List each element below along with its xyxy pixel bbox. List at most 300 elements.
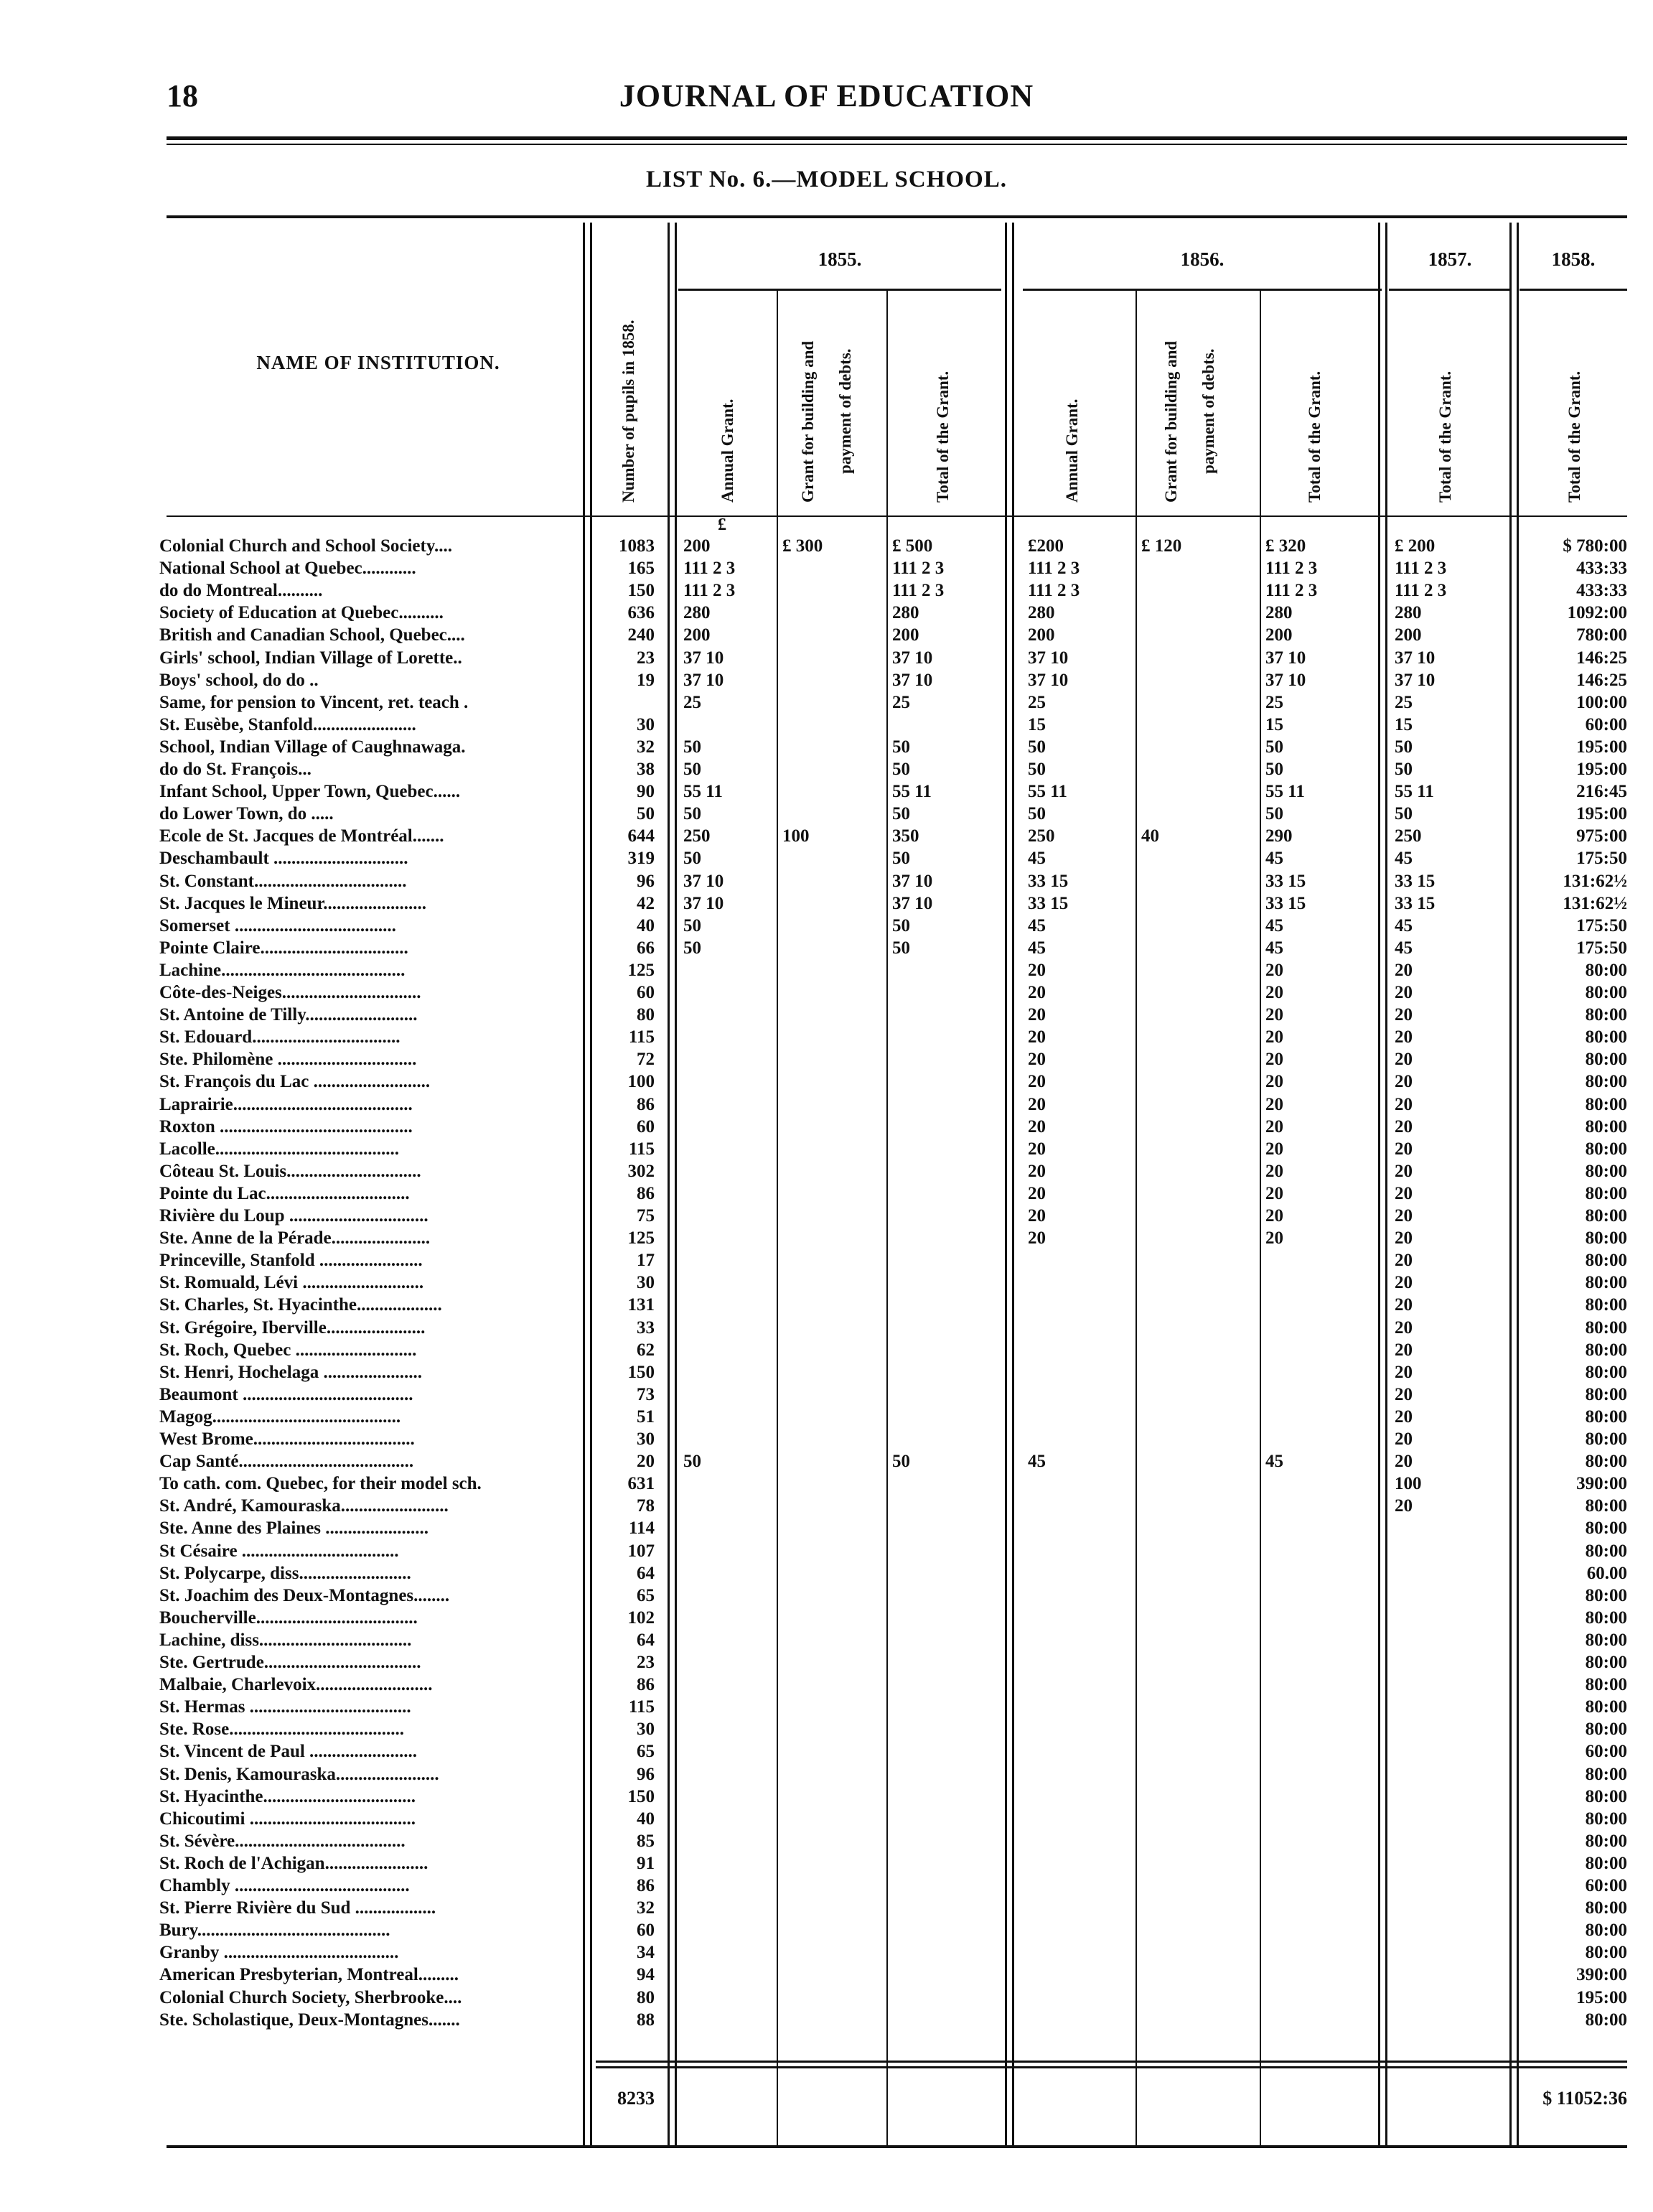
subheader-rule-1857 [1389, 289, 1511, 291]
cell-a56: £200 [1028, 536, 1064, 556]
cell-t58: 80:00 [1585, 1116, 1627, 1137]
cell-name: Ste. Rose....................................... [159, 1719, 404, 1740]
cell-t58: 80:00 [1585, 1295, 1627, 1315]
cell-t57: 20 [1395, 1317, 1413, 1338]
table-row [0, 669, 1653, 691]
cell-name: British and Canadian School, Quebec.... [159, 625, 465, 645]
column-header-total-1858: Total of the Grant. [1565, 370, 1583, 503]
cell-pupils: 72 [637, 1050, 655, 1070]
cell-t57: 37 10 [1395, 648, 1436, 668]
cell-name: American Presbyterian, Montreal......... [159, 1965, 459, 1985]
table-row [0, 1339, 1653, 1361]
cell-pupils: 302 [627, 1161, 655, 1181]
cell-name: St. Constant.................................. [159, 871, 407, 891]
cell-name: St. Vincent de Paul ........................ [159, 1742, 418, 1762]
cell-a56: 20 [1028, 1116, 1046, 1137]
table-row [0, 1249, 1653, 1271]
cell-pupils: 62 [637, 1340, 655, 1360]
cell-a56: 200 [1028, 625, 1055, 645]
cell-a55: 111 2 3 [683, 559, 736, 579]
cell-t55: 37 10 [892, 648, 933, 668]
cell-a56: 55 11 [1028, 782, 1067, 802]
cell-a56: 111 2 3 [1028, 559, 1080, 579]
cell-a56: 20 [1028, 1228, 1046, 1249]
cell-t57: 50 [1395, 804, 1413, 824]
cell-t58: 80:00 [1585, 1228, 1627, 1249]
cell-t56: 20 [1265, 1072, 1283, 1092]
cell-t57: 20 [1395, 1050, 1413, 1070]
cell-name: Ste. Anne des Plaines ....................... [159, 1518, 429, 1539]
cell-name: Princeville, Stanfold ....................... [159, 1251, 423, 1271]
cell-pupils: 91 [637, 1853, 655, 1873]
cell-name: Laprairie........................................ [159, 1094, 413, 1114]
cell-pupils: 90 [637, 782, 655, 802]
cell-name: Boucherville.................................... [159, 1607, 418, 1628]
cell-name: Somerset .................................... [159, 915, 396, 935]
cell-t58: 131:62½ [1563, 871, 1627, 891]
table-row [0, 1138, 1653, 1160]
cell-t58: 80:00 [1585, 1697, 1627, 1717]
cell-a56: 45 [1028, 915, 1046, 935]
cell-name: do Lower Town, do ..... [159, 804, 334, 824]
table-row [0, 1763, 1653, 1786]
cell-name: St. Roch de l'Achigan....................... [159, 1853, 429, 1873]
cell-pupils: 150 [627, 1362, 655, 1382]
table-row [0, 1450, 1653, 1473]
cell-t58: 80:00 [1585, 1921, 1627, 1941]
cell-pupils: 1083 [619, 536, 655, 556]
cell-a56: 20 [1028, 983, 1046, 1002]
table-row [0, 825, 1653, 847]
cell-name: Beaumont ...................................... [159, 1384, 413, 1404]
table-row [0, 1116, 1653, 1138]
table-row [0, 1987, 1653, 2009]
cell-name: St. Jacques le Mineur....................... [159, 893, 426, 913]
table-row [0, 1852, 1653, 1875]
cell-name: do do St. François... [159, 760, 312, 779]
cell-t58: 80:00 [1585, 1005, 1627, 1025]
cell-name: Boys' school, do do .. [159, 670, 319, 690]
cell-t58: 216:45 [1576, 782, 1627, 802]
cell-t58: 80:00 [1585, 1518, 1627, 1539]
cell-pupils: 319 [627, 849, 655, 869]
year-header-1857: 1857. [1428, 248, 1472, 270]
cell-t57: 45 [1395, 849, 1413, 869]
cell-t55: 37 10 [892, 893, 933, 913]
cell-t56: 290 [1265, 826, 1293, 846]
cell-name: West Brome.................................... [159, 1429, 415, 1449]
table-row [0, 1585, 1653, 1607]
cell-pupils: 17 [637, 1251, 655, 1271]
cell-name: Girls' school, Indian Village of Lorette.. [159, 648, 462, 668]
cell-pupils: 60 [637, 1116, 655, 1137]
cell-t58: 195:00 [1576, 760, 1627, 779]
cell-a56: 20 [1028, 1072, 1046, 1092]
cell-name: Same, for pension to Vincent, ret. teach . [159, 692, 469, 712]
cell-t57: 20 [1395, 1094, 1413, 1114]
cell-a55: 50 [683, 804, 701, 824]
cell-pupils: 40 [637, 1809, 655, 1829]
cell-t58: 80:00 [1585, 960, 1627, 980]
cell-name: Chambly ....................................... [159, 1876, 410, 1895]
cell-t56: 45 [1265, 938, 1283, 958]
cell-pupils: 75 [637, 1206, 655, 1226]
cell-pupils: 73 [637, 1384, 655, 1404]
cell-name: Lachine......................................... [159, 960, 406, 980]
cell-t58: 80:00 [1585, 1585, 1627, 1605]
table-row [0, 758, 1653, 780]
cell-b55: £ 300 [782, 536, 823, 556]
cell-name: St. Antoine de Tilly......................... [159, 1005, 418, 1025]
cell-t57: 20 [1395, 1362, 1413, 1382]
table-row [0, 1227, 1653, 1249]
cell-t55: 25 [892, 692, 910, 712]
cell-t57: 33 15 [1395, 893, 1436, 913]
cell-t56: 20 [1265, 1139, 1283, 1159]
cell-t56: 50 [1265, 804, 1283, 824]
table-row [0, 1361, 1653, 1383]
cell-t56: 20 [1265, 983, 1283, 1002]
cell-t57: 20 [1395, 1340, 1413, 1360]
cell-t57: 20 [1395, 1429, 1413, 1449]
cell-a56: 280 [1028, 603, 1055, 623]
cell-name: do do Montreal.......... [159, 581, 323, 601]
cell-t57: 20 [1395, 1183, 1413, 1203]
cell-t57: 50 [1395, 760, 1413, 779]
cell-t58: 80:00 [1585, 1496, 1627, 1516]
cell-t57: 100 [1395, 1474, 1422, 1494]
table-row [0, 1383, 1653, 1406]
cell-t58: 80:00 [1585, 1206, 1627, 1226]
cell-a55: 50 [683, 1452, 701, 1472]
cell-t55: 37 10 [892, 670, 933, 690]
cell-a55: 50 [683, 849, 701, 869]
cell-name: St. Henri, Hochelaga ...................... [159, 1362, 422, 1382]
cell-t57: 50 [1395, 737, 1413, 757]
cell-name: St. Romuald, Lévi ........................... [159, 1273, 424, 1293]
cell-t58: 80:00 [1585, 1607, 1627, 1628]
cell-name: Chicoutimi ..................................... [159, 1809, 416, 1829]
cell-t58: 80:00 [1585, 1406, 1627, 1427]
cell-t56: 33 15 [1265, 893, 1306, 913]
cell-t56: 111 2 3 [1265, 581, 1318, 601]
table-row [0, 1651, 1653, 1674]
cell-t56: 25 [1265, 692, 1283, 712]
cell-name: St. Hyacinthe.................................. [159, 1786, 416, 1806]
column-header-total-1855: Total of the Grant. [934, 370, 952, 503]
column-header-building-1855-l1: Grant for building and [799, 340, 817, 503]
cell-t58: 80:00 [1585, 1675, 1627, 1695]
cell-name: Magog.......................................... [159, 1406, 401, 1427]
cell-t58: 175:50 [1576, 938, 1627, 958]
cell-t57: 20 [1395, 1496, 1413, 1516]
cell-t55: 200 [892, 625, 919, 645]
table-row [0, 1718, 1653, 1740]
table-row [0, 915, 1653, 937]
cell-t56: 20 [1265, 1005, 1283, 1025]
cell-t58: 1092:00 [1567, 603, 1627, 623]
cell-name: St. Joachim des Deux-Montagnes........ [159, 1585, 450, 1605]
subheader-rule-1856 [1023, 289, 1382, 291]
column-header-building-1855-l2: payment of debts. [836, 348, 854, 474]
cell-pupils: 96 [637, 1764, 655, 1784]
table-row [0, 1897, 1653, 1919]
table-top-rule [167, 215, 1627, 218]
cell-name: St. Eusèbe, Stanfold....................... [159, 714, 416, 734]
cell-t56: 45 [1265, 1452, 1283, 1472]
cell-t57: 20 [1395, 1161, 1413, 1181]
cell-pupils: 96 [637, 871, 655, 891]
table-row [0, 803, 1653, 825]
cell-t58: 80:00 [1585, 1139, 1627, 1159]
cell-t56: 33 15 [1265, 871, 1306, 891]
cell-pupils: 107 [627, 1541, 655, 1561]
cell-b56: 40 [1141, 826, 1159, 846]
cell-a56: 20 [1028, 960, 1046, 980]
cell-t55: 111 2 3 [892, 581, 945, 601]
cell-t55: 50 [892, 938, 910, 958]
cell-pupils: 60 [637, 983, 655, 1002]
cell-pupils: 88 [637, 2010, 655, 2030]
cell-t57: 45 [1395, 938, 1413, 958]
cell-t55: 55 11 [892, 782, 932, 802]
cell-t55: 50 [892, 915, 910, 935]
cell-t56: 20 [1265, 1228, 1283, 1249]
table-row [0, 602, 1653, 624]
table-row [0, 1808, 1653, 1830]
cell-t57: 25 [1395, 692, 1413, 712]
cell-t56: 20 [1265, 1116, 1283, 1137]
cell-pupils: 66 [637, 938, 655, 958]
table-row [0, 1517, 1653, 1539]
table-row [0, 535, 1653, 557]
cell-t57: 20 [1395, 1116, 1413, 1137]
cell-t58: 60:00 [1585, 714, 1627, 734]
column-header-total-1856: Total of the Grant. [1306, 370, 1324, 503]
table-row [0, 1607, 1653, 1629]
cell-name: St. Roch, Quebec ........................... [159, 1340, 417, 1360]
cell-pupils: 19 [637, 670, 655, 690]
cell-t58: 780:00 [1576, 625, 1627, 645]
year-header-1856: 1856. [1180, 248, 1224, 270]
total-grant-1858: $ 11052:36 [1542, 2088, 1627, 2109]
cell-pupils: 30 [637, 1719, 655, 1740]
cell-t58: 80:00 [1585, 1429, 1627, 1449]
cell-pupils: 20 [637, 1452, 655, 1472]
cell-t57: 111 2 3 [1395, 559, 1447, 579]
cell-a55: 250 [683, 826, 711, 846]
cell-t57: 250 [1395, 826, 1422, 846]
cell-a56: 33 15 [1028, 871, 1069, 891]
table-row [0, 1875, 1653, 1897]
table-row [0, 1562, 1653, 1585]
cell-t57: 20 [1395, 1228, 1413, 1249]
cell-pupils: 78 [637, 1496, 655, 1516]
column-header-pupils: Number of pupils in 1858. [619, 319, 637, 503]
cell-pupils: 38 [637, 760, 655, 779]
cell-a55: 37 10 [683, 871, 724, 891]
table-row [0, 1941, 1653, 1964]
cell-name: Lachine, diss.................................. [159, 1630, 412, 1650]
totals-rule-1 [596, 2061, 1627, 2063]
cell-t57: 33 15 [1395, 871, 1436, 891]
cell-t58: 80:00 [1585, 1161, 1627, 1181]
cell-pupils: 115 [628, 1139, 655, 1159]
table-row [0, 1406, 1653, 1428]
cell-t58: 195:00 [1576, 804, 1627, 824]
cell-t58: 80:00 [1585, 1340, 1627, 1360]
cell-name: St. François du Lac .......................... [159, 1072, 431, 1092]
cell-t57: 200 [1395, 625, 1422, 645]
cell-pupils: 644 [627, 826, 655, 846]
cell-t58: 80:00 [1585, 1653, 1627, 1672]
table-row [0, 780, 1653, 803]
table-row [0, 1473, 1653, 1495]
cell-a56: 20 [1028, 1161, 1046, 1181]
table-row [0, 1026, 1653, 1048]
cell-t56: 20 [1265, 1094, 1283, 1114]
cell-a55: 50 [683, 938, 701, 958]
cell-name: St Césaire ................................... [159, 1541, 399, 1561]
cell-pupils: 100 [627, 1072, 655, 1092]
cell-name: Granby ....................................... [159, 1943, 399, 1963]
cell-a56: 250 [1028, 826, 1055, 846]
column-header-annual-1856: Annual Grant. [1063, 398, 1081, 503]
cell-t56: 20 [1265, 1161, 1283, 1181]
cell-a56: 20 [1028, 1206, 1046, 1226]
cell-t56: 55 11 [1265, 782, 1305, 802]
total-pupils: 8233 [617, 2088, 655, 2109]
cell-a56: 50 [1028, 804, 1046, 824]
cell-a55: 50 [683, 760, 701, 779]
cell-a55: 200 [683, 625, 711, 645]
cell-a55: 37 10 [683, 670, 724, 690]
cell-pupils: 86 [637, 1183, 655, 1203]
subheader-rule-1858 [1519, 289, 1627, 291]
cell-t55: 50 [892, 1452, 910, 1472]
cell-name: Pointe Claire................................. [159, 938, 408, 958]
table-row [0, 1004, 1653, 1026]
cell-a55: 50 [683, 737, 701, 757]
cell-name: Colonial Church and School Society.... [159, 536, 452, 556]
cell-name: Rivière du Loup ............................... [159, 1206, 429, 1226]
column-header-annual-1855: Annual Grant. [718, 398, 736, 503]
cell-pupils: 86 [637, 1094, 655, 1114]
cell-name: Ste. Philomène ............................... [159, 1050, 417, 1070]
table-row [0, 1182, 1653, 1205]
cell-pupils: 32 [637, 1898, 655, 1918]
cell-t57: 20 [1395, 1206, 1413, 1226]
table-row [0, 1495, 1653, 1517]
cell-t58: 80:00 [1585, 1452, 1627, 1472]
cell-name: Pointe du Lac................................ [159, 1183, 410, 1203]
cell-t58: 80:00 [1585, 1362, 1627, 1382]
cell-name: St. Edouard................................. [159, 1027, 401, 1047]
cell-t58: 195:00 [1576, 737, 1627, 757]
cell-t58: 80:00 [1585, 1809, 1627, 1829]
cell-name: Society of Education at Quebec.......... [159, 603, 444, 623]
table-row [0, 1205, 1653, 1227]
cell-name: Lacolle......................................... [159, 1139, 400, 1159]
cell-pupils: 150 [627, 581, 655, 601]
cell-pupils: 65 [637, 1742, 655, 1762]
cell-t57: 20 [1395, 1273, 1413, 1293]
cell-t58: 60.00 [1586, 1563, 1627, 1583]
cell-name: Côte-des-Neiges............................... [159, 983, 421, 1002]
cell-a56: 50 [1028, 737, 1046, 757]
table-row [0, 981, 1653, 1004]
table-row [0, 691, 1653, 714]
table-row [0, 847, 1653, 869]
cell-pupils: 30 [637, 714, 655, 734]
cell-b56: £ 120 [1141, 536, 1182, 556]
cell-name: Bury........................................... [159, 1921, 390, 1941]
cell-a56: 15 [1028, 714, 1046, 734]
cell-t58: 80:00 [1585, 1853, 1627, 1873]
cell-t58: 195:00 [1576, 1987, 1627, 2007]
table-row [0, 557, 1653, 579]
cell-t57: 20 [1395, 1027, 1413, 1047]
table-row [0, 1070, 1653, 1093]
year-header-1855: 1855. [818, 248, 862, 270]
cell-t56: 200 [1265, 625, 1293, 645]
cell-t56: 37 10 [1265, 670, 1306, 690]
cell-t58: 80:00 [1585, 1251, 1627, 1271]
cell-pupils: 86 [637, 1876, 655, 1895]
cell-pupils: 30 [637, 1429, 655, 1449]
table-row [0, 1696, 1653, 1718]
cell-t56: 20 [1265, 1183, 1283, 1203]
cell-t56: 50 [1265, 737, 1283, 757]
cell-pupils: 94 [637, 1965, 655, 1985]
cell-t58: 175:50 [1576, 915, 1627, 935]
table-row [0, 1964, 1653, 1986]
cell-name: School, Indian Village of Caughnawaga. [159, 737, 466, 757]
journal-title: JOURNAL OF EDUCATION [619, 78, 1034, 113]
cell-name: Colonial Church Society, Sherbrooke.... [159, 1987, 462, 2007]
cell-name: To cath. com. Quebec, for their model sch. [159, 1474, 482, 1494]
cell-pupils: 150 [627, 1786, 655, 1806]
cell-t57: 20 [1395, 983, 1413, 1002]
table-row [0, 1740, 1653, 1763]
list-title: LIST No. 6.—MODEL SCHOOL. [645, 167, 1007, 192]
cell-t58: 146:25 [1576, 670, 1627, 690]
table-row [0, 1160, 1653, 1182]
cell-t58: 80:00 [1585, 1027, 1627, 1047]
cell-name: St. Polycarpe, diss......................... [159, 1563, 411, 1583]
table-row [0, 1317, 1653, 1339]
cell-pupils: 32 [637, 737, 655, 757]
table-row [0, 1919, 1653, 1941]
cell-t58: 131:62½ [1563, 893, 1627, 913]
cell-t57: 20 [1395, 1295, 1413, 1315]
cell-t58: 80:00 [1585, 1764, 1627, 1784]
cell-t55: £ 500 [892, 536, 933, 556]
totals-rule-2 [596, 2066, 1627, 2068]
cell-pupils: 23 [637, 648, 655, 668]
table-row [0, 1674, 1653, 1696]
cell-t57: 20 [1395, 1406, 1413, 1427]
cell-pupils: 51 [637, 1406, 655, 1427]
cell-t58: 80:00 [1585, 1719, 1627, 1740]
cell-t56: £ 320 [1265, 536, 1306, 556]
cell-t58: 975:00 [1576, 826, 1627, 846]
cell-a56: 45 [1028, 849, 1046, 869]
cell-t58: 433:33 [1576, 581, 1627, 601]
cell-t56: 111 2 3 [1265, 559, 1318, 579]
cell-name: National School at Quebec............ [159, 559, 416, 579]
cell-pupils: 636 [627, 603, 655, 623]
